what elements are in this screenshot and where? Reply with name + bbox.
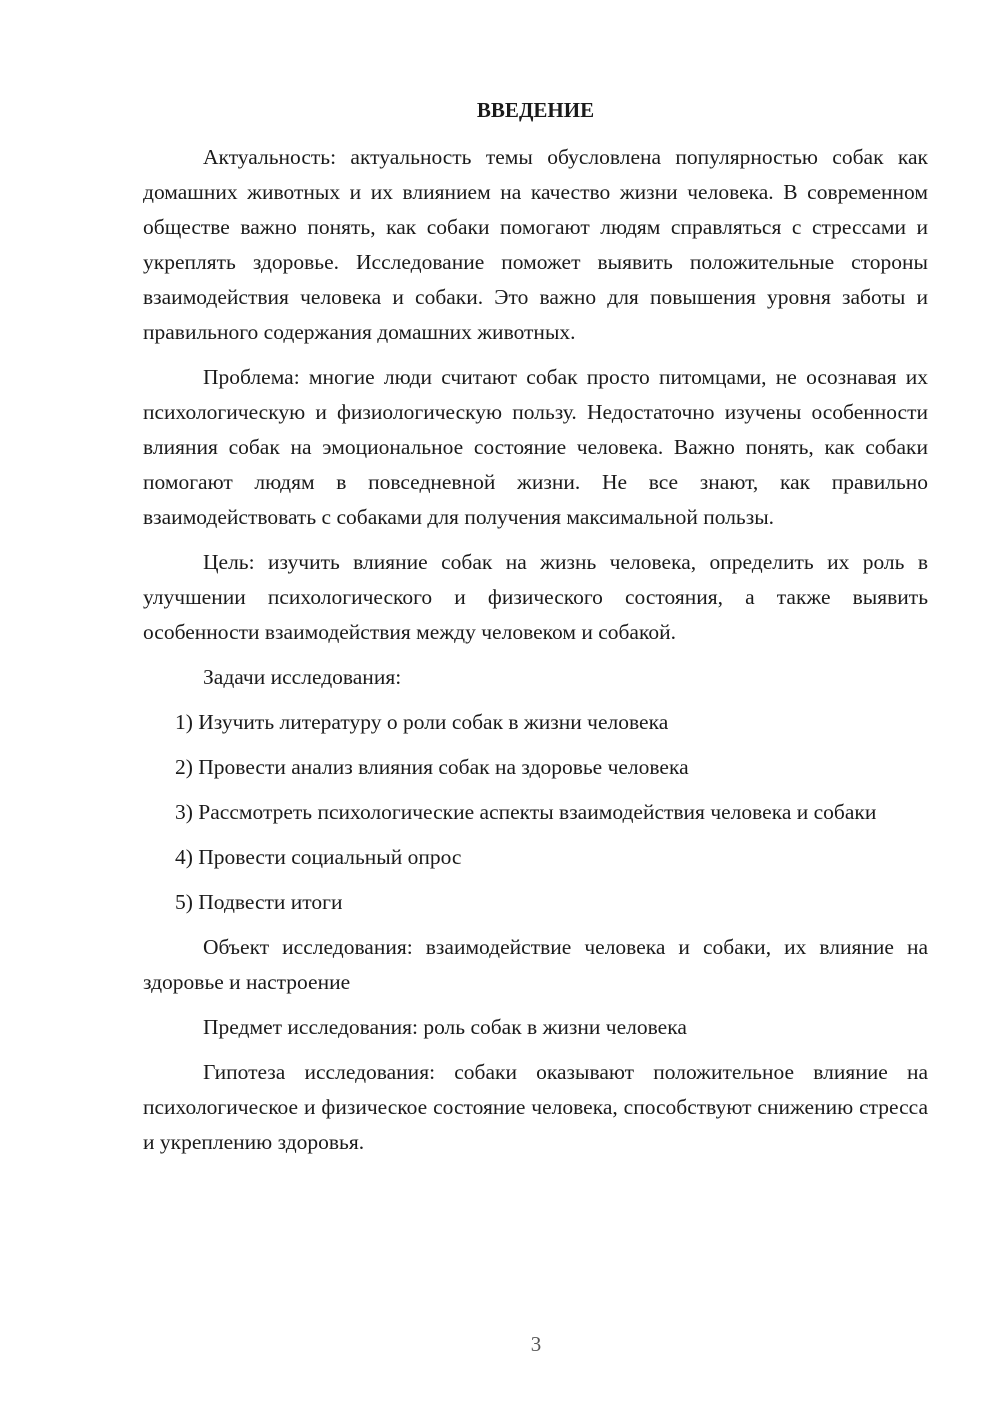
paragraph-problem: Проблема: многие люди считают собак просто питомцами, не осознавая их психологическую и физиологическую пользу. Недостаточно изучены особенности влияния собак на эмоциональное состояние человека. Важно понять, как собаки помогают людям в повседневной жизни. Не все знают, как правильно взаимодействовать с собаками для получения максимальной пользы. [143,365,928,529]
task-list [143,705,928,920]
tasks-heading: Задачи исследования: [203,665,402,689]
task-item-2: 2) Провести анализ влияния собак на здоровье человека [175,755,689,779]
page-title: ВВЕДЕНИЕ [476,98,595,122]
task-item-3: 3) Рассмотреть психологические аспекты взаимодействия человека и собаки [175,800,877,824]
page-body [143,93,928,1170]
paragraph-goal: Цель: изучить влияние собак на жизнь человека, определить их роль в улучшении психологического и физического состояния, а также выявить особенности взаимодействия между человеком и собакой. [143,550,928,644]
page-number: 3 [530,1332,542,1356]
task-item-1: 1) Изучить литературу о роли собак в жизни человека [175,710,669,734]
paragraph-object: Объект исследования: взаимодействие человека и собаки, их влияние на здоровье и настроение [143,935,928,994]
task-item-4: 4) Провести социальный опрос [175,845,462,869]
paragraph-subject: Предмет исследования: роль собак в жизни человека [203,1015,687,1039]
task-item-5: 5) Подвести итоги [175,890,343,914]
paragraph-hypothesis: Гипотеза исследования: собаки оказывают положительное влияние на психологическое и физическое состояние человека, способствуют снижению стресса и укреплению здоровья. [143,1060,928,1154]
paragraph-relevance: Актуальность: актуальность темы обусловлена популярностью собак как домашних животных и их влиянием на качество жизни человека. В современном обществе важно понять, как собаки помогают людям справляться с стрессами и укреплять здоровье. Исследование поможет выявить положительные стороны взаимодействия человека и собаки. Это важно для повышения уровня заботы и правильного содержания домашних животных. [143,145,928,344]
